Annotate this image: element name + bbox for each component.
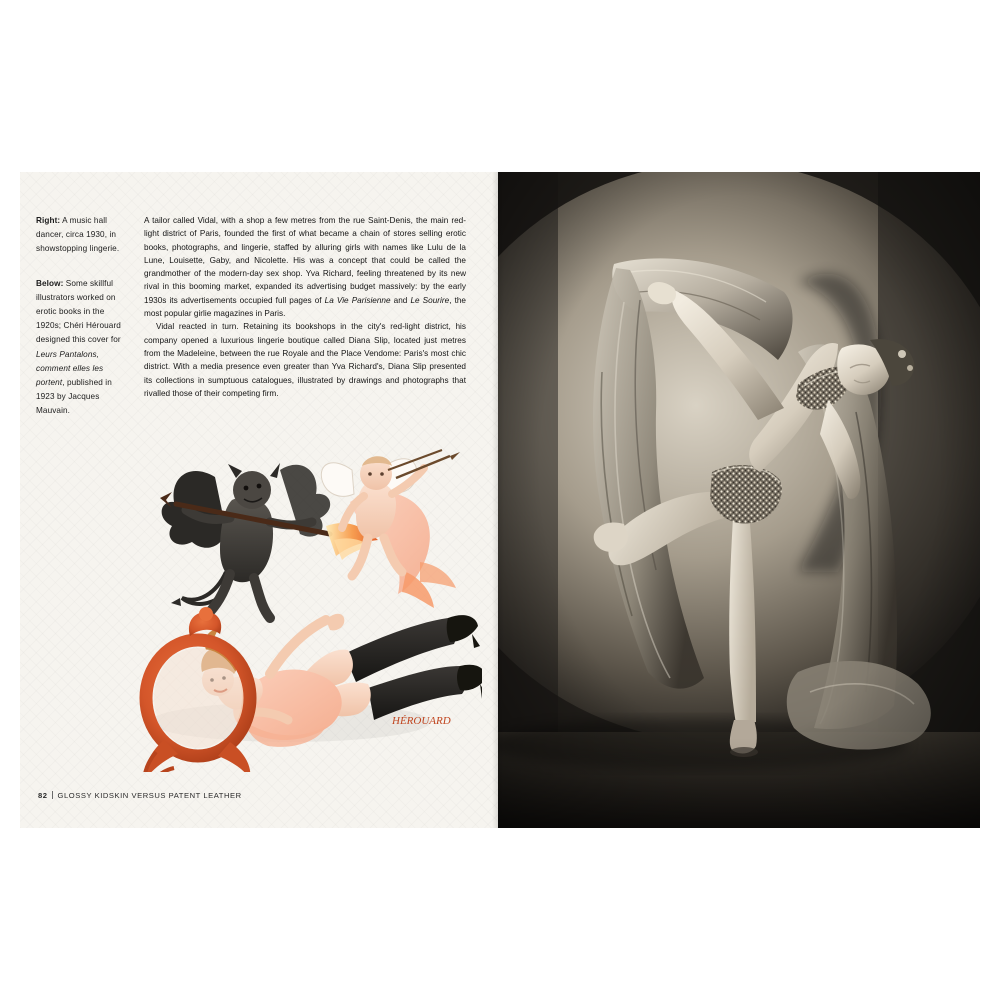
illustration-signature: HÉROUARD: [392, 715, 451, 727]
caption-below: [36, 277, 124, 419]
left-page: [20, 172, 498, 828]
caption-column: [36, 214, 124, 439]
caption-below-label: Below:: [36, 278, 64, 288]
folio: [38, 791, 242, 800]
caption-right-label: Right:: [36, 216, 61, 225]
caption-below-text: Some skillful illustrators worked on erotic books in the 1920s; Chéri Hérouard designed this cover for: [36, 278, 121, 345]
body-p1-part-c: , the most popular girlie magazines in Paris.: [144, 295, 467, 319]
book-cover-illustration: [120, 422, 482, 772]
running-head: GLOSSY KIDSKIN VERSUS PATENT LEATHER: [57, 791, 242, 800]
reclining-woman-figure: [144, 607, 482, 772]
body-p1-part-a: A tailor called Vidal, with a shop a few metres from the rue Saint-Denis, the main red-light district of Paris, founded the first of what became a chain of stores selling erotic books, photographs, and lingerie, staffed by alluring girls with names like Lulu de la Lune, Louisette, Gaby, and Nicolette. His was a concept that could be called the grandmother of the modern-day sex shop. Yva Richard, feeling threatened by its new rival in this booming market, expanded its advertising budget massively: by the early 1930s its advertisements occupied full pages of: [144, 216, 466, 305]
magazine-title-la-vie-parisienne: La Vie Parisienne: [324, 295, 391, 305]
folio-divider: [52, 791, 53, 799]
magazine-title-le-sourire: Le Sourire: [410, 295, 450, 305]
cupid-figure: [321, 450, 460, 608]
caption-right: [36, 214, 124, 257]
caption-below-text-2: , published in 1923 by Jacques Mauvain.: [36, 378, 112, 416]
body-paragraph-2: Vidal reacted in turn. Retaining its bookshops in the city's red-light district, his company opened a luxurious lingerie boutique called Diana Slip, located just metres from the Madeleine, between the rue Royale and the Place Vendome: Paris's most chic district. With a media presence even greater than Yva Richard's, Diana Slip presented its collections in sumptuous catalogues, illustrated by drawings and photographs that rivalled those of their competing firm.: [144, 322, 466, 398]
caption-right-text: A music hall dancer, circa 1930, in showstopping lingerie.: [36, 216, 120, 254]
caption-below-title: Leurs Pantalons, comment elles les portent: [36, 349, 104, 388]
body-p1-part-b: and: [390, 295, 411, 305]
right-page: [498, 172, 980, 828]
body-paragraph-1: [144, 214, 466, 320]
music-hall-dancer-photograph: [498, 172, 980, 828]
body-text-column: [144, 214, 466, 400]
page-number: 82: [38, 791, 48, 800]
